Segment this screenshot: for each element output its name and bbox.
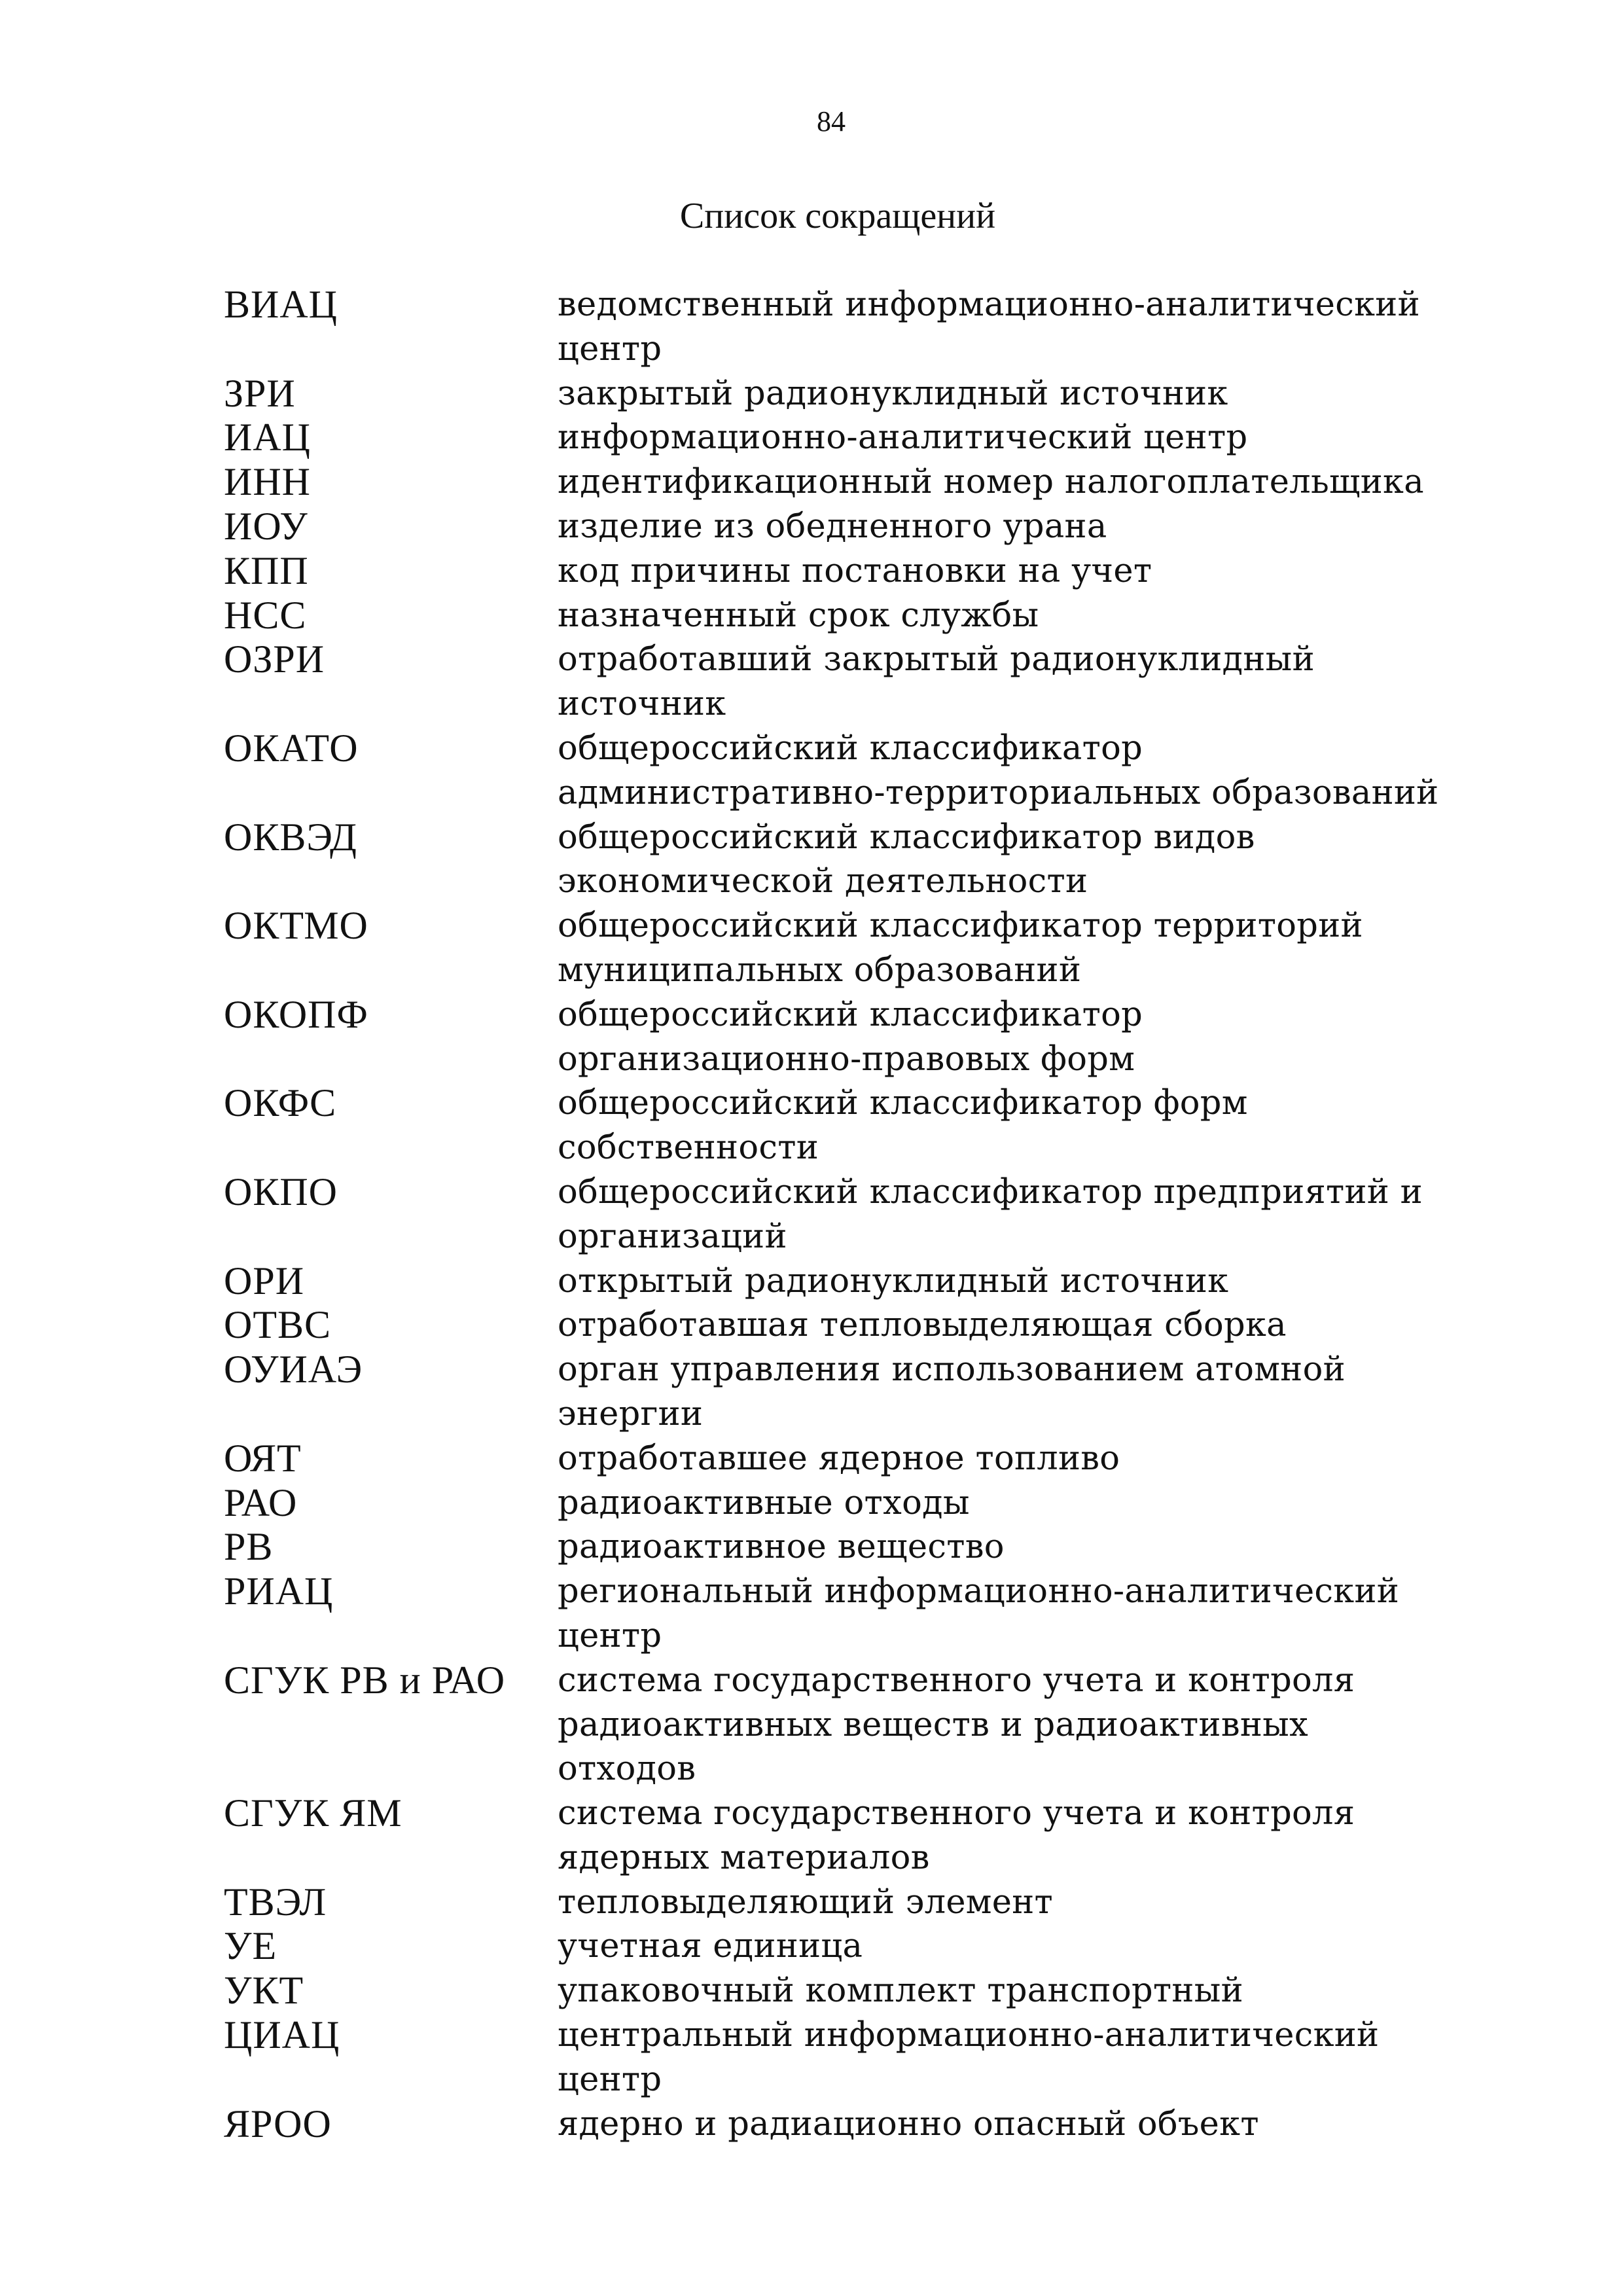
abbreviation-definition: закрытый радионуклидный источник (558, 374, 1228, 413)
abbreviation-row (224, 1259, 1546, 1304)
abbreviation-definition: общероссийский классификатор территорий муниципальных образований (558, 906, 1363, 990)
abbreviation-term: ИАЦ (224, 416, 311, 459)
abbreviation-row (224, 1570, 1546, 1659)
abbreviation-definition: общероссийский классификатор форм собственности (558, 1084, 1248, 1168)
abbreviation-definition: изделие из обедненного урана (558, 507, 1107, 546)
abbreviation-term: ОКФС (224, 1081, 337, 1125)
abbreviation-term: ТВЭЛ (224, 1880, 327, 1924)
abbreviation-term: ЦИАЦ (224, 2013, 340, 2057)
abbreviation-row (224, 1659, 1546, 1791)
abbreviation-row (224, 460, 1546, 505)
abbreviation-definition: орган управления использованием атомной энергии (558, 1350, 1346, 1433)
abbreviation-term: ОКОПФ (224, 992, 368, 1036)
abbreviation-term: НСС (224, 593, 307, 637)
page-number: 84 (817, 105, 846, 137)
abbreviation-definition: общероссийский классификатор административно-территориальных образований (558, 728, 1439, 812)
abbreviation-row (224, 1170, 1546, 1259)
abbreviation-term: КПП (224, 548, 309, 592)
abbreviation-term: ОКПО (224, 1170, 338, 1213)
abbreviation-term: ЯРОО (224, 2102, 332, 2145)
abbreviation-definition: региональный информационно-аналитический центр (558, 1572, 1400, 1655)
abbreviation-definition: тепловыделяющий элемент (558, 1882, 1054, 1922)
abbreviation-term: СГУК РВ и РАО (224, 1658, 506, 1702)
abbreviation-definition: назначенный срок службы (558, 596, 1039, 635)
abbreviation-term: ОТВС (224, 1303, 332, 1347)
abbreviation-term: ОКАТО (224, 726, 359, 770)
abbreviation-row (224, 2013, 1546, 2102)
abbreviation-row (224, 1969, 1546, 2013)
abbreviation-row (224, 816, 1546, 905)
abbreviation-term: ОЯТ (224, 1436, 302, 1480)
abbreviation-term: РАО (224, 1480, 298, 1524)
abbreviation-row (224, 372, 1546, 416)
abbreviation-row (224, 1481, 1546, 1526)
abbreviation-row (224, 726, 1546, 816)
abbreviation-row (224, 549, 1546, 594)
abbreviation-term: ИНН (224, 460, 311, 504)
abbreviation-row (224, 1924, 1546, 1969)
abbreviation-row (224, 1525, 1546, 1570)
abbreviation-definition: общероссийский классификатор предприятий и организаций (558, 1172, 1423, 1256)
abbreviation-row (224, 1081, 1546, 1170)
abbreviation-term: ИОУ (224, 504, 308, 548)
abbreviation-definition: отработавшее ядерное топливо (558, 1439, 1120, 1478)
abbreviation-term: ОКТМО (224, 904, 368, 948)
abbreviation-term: ОЗРИ (224, 637, 325, 681)
abbreviation-definition: система государственного учета и контроля ядерных материалов (558, 1794, 1355, 1877)
abbreviation-definition: открытый радионуклидный источник (558, 1261, 1229, 1300)
abbreviation-row (224, 1348, 1546, 1437)
abbreviation-definition: идентификационный номер налогоплательщика (558, 463, 1424, 502)
abbreviation-definition: код причины постановки на учет (558, 551, 1152, 590)
abbreviation-row (224, 1303, 1546, 1348)
abbreviation-list (224, 283, 1546, 2146)
abbreviation-row (224, 637, 1546, 726)
abbreviation-term: ОУИАЭ (224, 1348, 363, 1391)
abbreviation-definition: радиоактивные отходы (558, 1483, 970, 1522)
page-title: Список сокращений (679, 196, 996, 236)
abbreviation-term: УКТ (224, 1969, 304, 2013)
abbreviation-row (224, 1437, 1546, 1481)
abbreviation-term: РИАЦ (224, 1570, 334, 1613)
abbreviation-row (224, 1880, 1546, 1925)
abbreviation-definition: отработавший закрытый радионуклидный источник (558, 640, 1315, 724)
abbreviation-definition: центральный информационно-аналитический центр (558, 2016, 1380, 2099)
abbreviation-term: ОКВЭД (224, 815, 357, 859)
abbreviation-term: ВИАЦ (224, 283, 338, 326)
abbreviation-row (224, 1791, 1546, 1880)
abbreviation-definition: отработавшая тепловыделяющая сборка (558, 1306, 1287, 1345)
abbreviation-definition: радиоактивное вещество (558, 1528, 1005, 1567)
abbreviation-row (224, 2102, 1546, 2147)
abbreviation-definition: ядерно и радиационно опасный объект (558, 2104, 1259, 2144)
abbreviation-term: ОРИ (224, 1259, 305, 1302)
abbreviation-definition: ведомственный информационно-аналитический центр (558, 285, 1420, 368)
abbreviation-definition: общероссийский классификатор видов экономической деятельности (558, 817, 1255, 901)
abbreviation-row (224, 416, 1546, 460)
abbreviation-definition: информационно-аналитический центр (558, 418, 1248, 457)
abbreviation-row (224, 594, 1546, 638)
abbreviation-row (224, 505, 1546, 549)
abbreviation-row (224, 904, 1546, 993)
abbreviation-term: СГУК ЯМ (224, 1791, 402, 1835)
abbreviation-definition: система государственного учета и контроля радиоактивных веществ и радиоактивных отходов (558, 1660, 1355, 1789)
abbreviation-term: РВ (224, 1525, 274, 1569)
abbreviation-row (224, 283, 1546, 372)
abbreviation-definition: общероссийский классификатор организационно-правовых форм (558, 995, 1143, 1079)
abbreviation-definition: упаковочный комплект транспортный (558, 1971, 1243, 2011)
abbreviation-row (224, 993, 1546, 1082)
abbreviation-term: ЗРИ (224, 371, 296, 415)
abbreviation-definition: учетная единица (558, 1927, 863, 1966)
abbreviation-term: УЕ (224, 1924, 277, 1968)
